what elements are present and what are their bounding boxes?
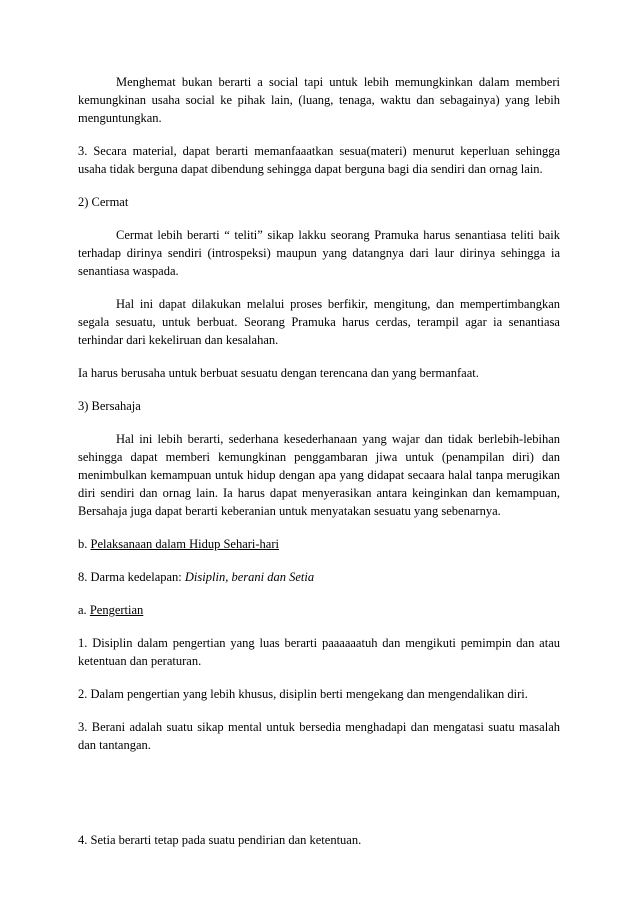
heading-pengertian-prefix: a. — [78, 603, 90, 617]
paragraph-menghemat: Menghemat bukan berarti a social tapi untuk lebih memungkinkan dalam memberi kemungkinan usaha social ke pihak lain, (luang, tenaga, waktu dan sebagainya) yang lebih menguntungkan. — [78, 75, 560, 125]
heading-pengertian — [78, 601, 560, 619]
heading-bersahaja: 3) Bersahaja — [78, 399, 141, 413]
heading-darma-title: Disiplin, berani dan Setia — [184, 570, 315, 584]
paragraph-cermat: Cermat lebih berarti “ teliti” sikap lakku seorang Pramuka harus senantiasa teliti baik terhadap dirinya sendiri (introspeksi) maupun yang datangnya dari laur dirinya sehingga ia senantiasa waspada. — [78, 228, 560, 278]
link-pelaksanaan[interactable]: Pelaksanaan dalam Hidup Sehari-hari — [90, 537, 279, 551]
heading-pelaksanaan-prefix: b. — [78, 537, 91, 551]
heading-darma-prefix: 8. Darma kedelapan: — [78, 570, 185, 584]
heading-cermat: 2) Cermat — [78, 195, 129, 209]
paragraph-disiplin-khusus: 2. Dalam pengertian yang lebih khusus, disiplin berti mengekang dan mengendalikan diri. — [78, 687, 528, 701]
paragraph-bersahaja: Hal ini lebih berarti, sederhana kesederhanaan yang wajar dan tidak berlebih-lebihan sehingga dapat memberi kemungkinan penggambaran jiwa untuk (penampilan diri) dan menimbulkan kemampuan untuk hidup dengan apa yang didapat secaara halal tanpa merugikan diri sendiri dan ornag lain. Ia harus dapat menyerasikan antara keinginkan dan kemampuan, Bersahaja juga dapat berarti keberanian untuk menyatakan sesuatu yang sebenarnya. — [78, 432, 560, 518]
blank-gap — [78, 769, 560, 831]
paragraph-secara-material: 3. Secara material, dapat berarti memanfaaatkan sesua(materi) menurut keperluan sehingga usaha tidak berguna dapat dibendung sehingga dapat berguna bagi dia sendiri dan ornag lain. — [78, 144, 560, 176]
paragraph-berusaha: Ia harus berusaha untuk berbuat sesuatu dengan terencana dan yang bermanfaat. — [78, 366, 479, 380]
heading-darma-kedelapan — [78, 568, 560, 586]
link-pengertian[interactable]: Pengertian — [89, 603, 144, 617]
paragraph-berani: 3. Berani adalah suatu sikap mental untuk bersedia menghadapi dan mengatasi suatu masalah dan tantangan. — [78, 720, 560, 752]
paragraph-setia: 4. Setia berarti tetap pada suatu pendirian dan ketentuan. — [78, 833, 362, 847]
document-page — [78, 73, 560, 864]
heading-pelaksanaan — [78, 535, 560, 553]
paragraph-disiplin: 1. Disiplin dalam pengertian yang luas berarti paaaaaatuh dan mengikuti pemimpin dan atau ketentuan dan peraturan. — [78, 636, 560, 668]
paragraph-berfikir: Hal ini dapat dilakukan melalui proses berfikir, mengitung, dan mempertimbangkan segala sesuatu, untuk berbuat. Seorang Pramuka harus cerdas, terampil agar ia senantiasa terhindar dari kekeliruan dan kesalahan. — [78, 297, 560, 347]
